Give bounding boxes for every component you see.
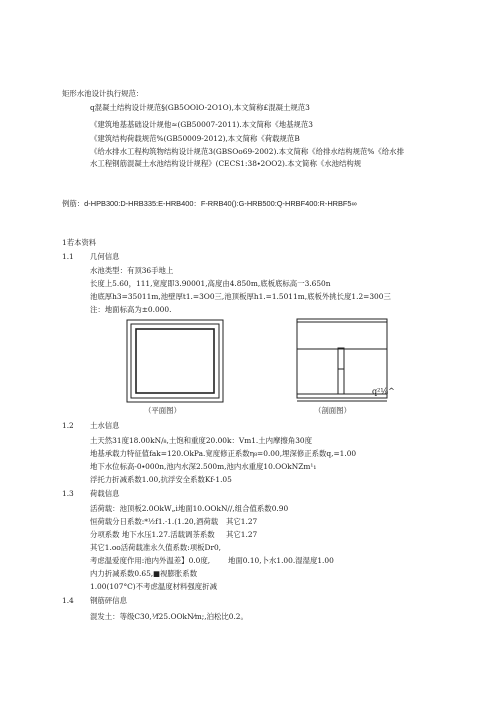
section-1-2-title: 土水信息 bbox=[90, 421, 120, 430]
load-line-6: 内力折减系数0.65,■视膨胀系数 bbox=[90, 569, 198, 578]
load-side-note-2: 其它1.27 bbox=[226, 530, 258, 539]
plan-wall-outline bbox=[131, 324, 219, 398]
plan-view-figure bbox=[126, 319, 224, 403]
load-line-2: 恒荷载分日系数:*½f1.·1.(1.20,酒荷载 bbox=[90, 517, 219, 526]
geometry-line-1: 水池类型：有顶36手地上 bbox=[90, 266, 174, 275]
stray-mark: q²¹⁄₈^ bbox=[372, 387, 395, 396]
soil-line-4: 浮托力折减系数1.00,抗浮安全系数Kf-1.05 bbox=[90, 475, 232, 484]
code-line-1: q混凝土结构设计规范§(GB5OOlO-2O1O),本文简称£混凝土规范3 bbox=[90, 103, 310, 112]
material-line-1: 混发土：等级C30,⅟f25.OOkN⁄m;,泊松比0.2。 bbox=[90, 612, 248, 621]
plan-inner-outline bbox=[136, 329, 214, 393]
load-side-note-1: 其它1.27 bbox=[226, 517, 258, 526]
section-1-1-number: 1.1 bbox=[62, 252, 74, 261]
rebar-example-note: 例筋：d-HPB300:D-HRB335:E-HRB400：F-RRB40():G-HRB500:Q-HRBF400:R-HRBF5∞ bbox=[62, 199, 357, 208]
code-line-3: 《建筑结构荷载规范%(GB50009-2012),本文简称《荷载规范B bbox=[90, 134, 300, 143]
code-line-2: 《建筑地基基础设计规他≈(GB50007-2011).本文简称《地基规范3 bbox=[90, 120, 313, 129]
section-view-caption: （剖面图） bbox=[314, 406, 351, 415]
load-side-note-3: 地面0.10,卜水1.00.湿湿度1.00 bbox=[228, 556, 334, 565]
plan-outer-outline bbox=[127, 320, 223, 402]
code-line-4: 《给水排水工程构筑物结构设计规范3(GBSOo69-2002).本文简称《给排水结构规范%《给水排 bbox=[90, 147, 404, 156]
section-1-4-title: 钢筋砰信息 bbox=[90, 596, 127, 605]
section-wall-marker bbox=[338, 348, 344, 394]
intro-heading: 矩形水池设计执行规范： bbox=[62, 89, 144, 98]
code-line-5: 水工程钢筋混凝土水池结构设计规程》(CECS1:38∙2OO2).本文简称《水池结构规 bbox=[90, 159, 362, 168]
section-1-title: 1若本资料 bbox=[62, 238, 97, 247]
load-line-1: 活荷载：池顶板2.0OkW„i地面10.OOkN//,组合值系数0.90 bbox=[90, 504, 289, 513]
load-line-3: 分项系数 地下水压1.27.活载调茶系数 bbox=[90, 530, 215, 539]
plan-view-caption: （平面图） bbox=[144, 406, 181, 415]
load-line-7: 1.00(107°C)不考虑温度材料强度折减 bbox=[90, 582, 217, 591]
soil-line-2: 地基承载力特征值fak=120.OkPa.宽度修正系数η₈=0.00,埋深修正系数q,=1.00 bbox=[90, 449, 357, 458]
section-1-3-title: 荷载信息 bbox=[90, 489, 120, 498]
load-line-5: 考虑温爱度作用:池内外温差】0.0度, bbox=[90, 556, 211, 565]
section-1-3-number: 1.3 bbox=[62, 489, 74, 498]
section-1-2-number: 1.2 bbox=[62, 421, 74, 430]
geometry-line-2: 长度上5.60，111,宽度即3.90001,高度由4.850m,底板底标高一3.650n bbox=[90, 279, 331, 288]
soil-line-3: 地下水位标高-0∙000n,池内水深2.500m,池内水重度10.OOkNZm¹₁ bbox=[90, 462, 317, 471]
section-1-4-number: 1.4 bbox=[62, 596, 74, 605]
load-line-4: 其它1.oo活荷载准永久值系数:项板Dr0, bbox=[90, 543, 222, 552]
geometry-line-4: 注：地面标高为±0.000. bbox=[90, 305, 172, 314]
soil-line-1: 土天然31度18.00kN/₈,土饱和重度20.00k：Vm1.土内摩擦角30度 bbox=[90, 436, 312, 445]
geometry-line-3: 池底厚h3=35011m,池壁厚t1.=3O0三,池顶板厚h1.=1.5011m,底板外挑长度1.2=300三 bbox=[90, 292, 391, 301]
section-1-1-title: 几何信息 bbox=[90, 252, 120, 261]
